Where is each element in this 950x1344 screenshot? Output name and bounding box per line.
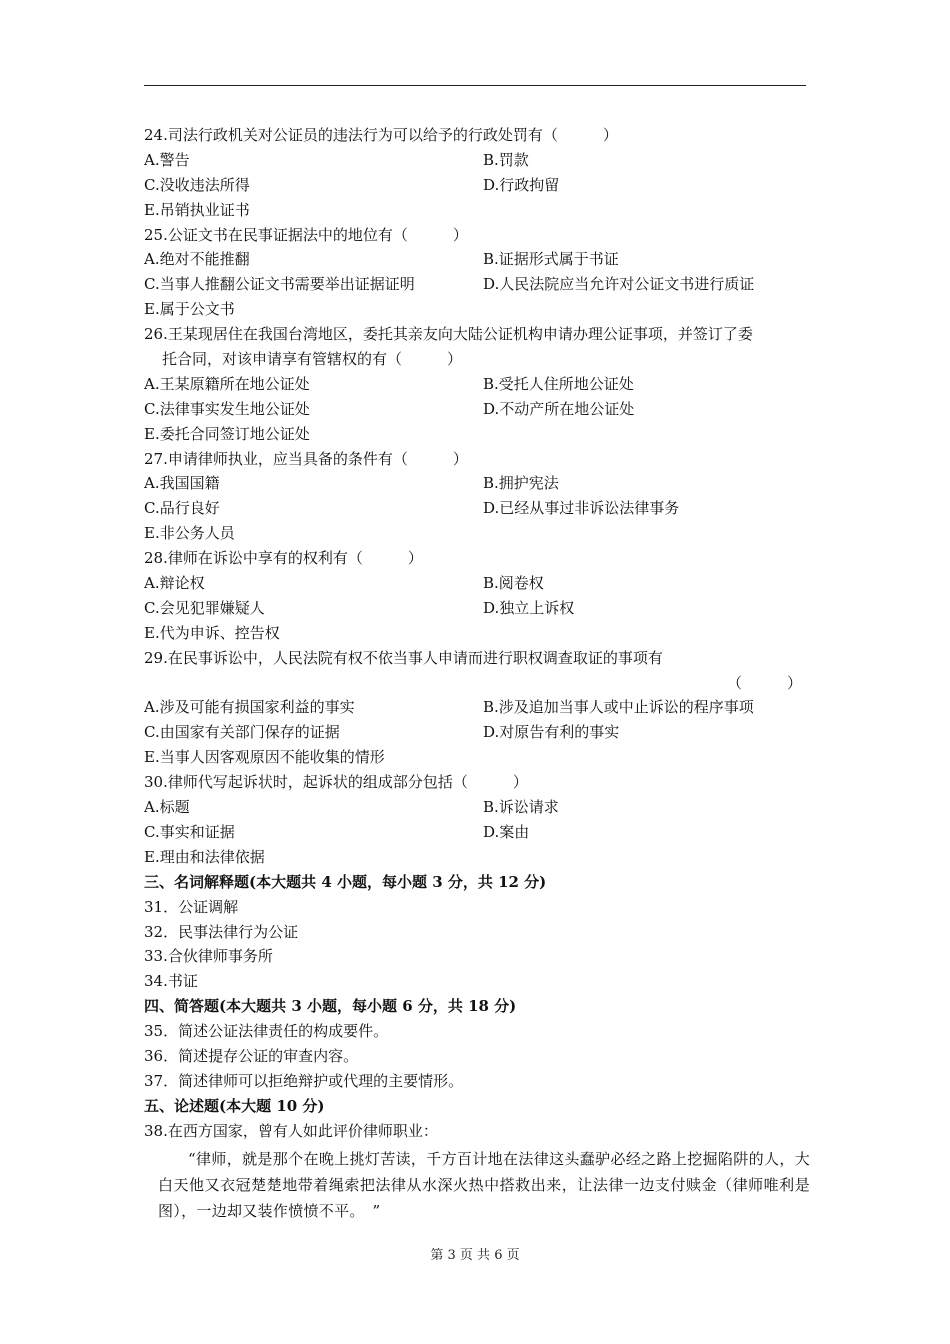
- question-38-quote: “律师，就是那个在晚上挑灯苦读，千方百计地在法律这头蠢驴必经之路上挖掘陷阱的人，大白天他又衣冠楚楚地带着绳索把法律从水深火热中搭救出来，让法律一边支付赎金（律师唯利是图），一边却又装作愤愤不平。 ”: [158, 1149, 810, 1220]
- option-c: C.事实和证据: [144, 822, 235, 841]
- option-b: B.受托人住所地公证处: [483, 374, 634, 393]
- option-b: B.罚款: [483, 150, 529, 169]
- option-d: D.行政拘留: [483, 175, 560, 194]
- question-26-options-ab: [144, 372, 810, 397]
- question-29-answer-paren: （ ）: [726, 673, 802, 692]
- question-34: 34.书证: [144, 972, 198, 991]
- question-30-options-ab: [144, 795, 810, 820]
- option-c: C.法律事实发生地公证处: [144, 399, 310, 418]
- option-a: A.警告: [144, 150, 190, 169]
- option-b: B.拥护宪法: [483, 474, 559, 493]
- question-26-stem: 26.王某现居住在我国台湾地区，委托其亲友向大陆公证机构申请办理公证事项，并签订了委: [144, 325, 753, 344]
- option-a: A.标题: [144, 798, 190, 817]
- option-b: B.证据形式属于书证: [483, 250, 619, 269]
- option-e: E.属于公文书: [144, 300, 235, 319]
- option-e: E.委托合同签订地公证处: [144, 424, 310, 443]
- option-e: E.吊销执业证书: [144, 200, 250, 219]
- question-28-stem: 28.律师在诉讼中享有的权利有（ ）: [144, 549, 423, 568]
- option-e: E.代为申诉、控告权: [144, 623, 280, 642]
- question-27-options-cd: [144, 496, 810, 521]
- option-c: C.由国家有关部门保存的证据: [144, 723, 340, 742]
- section-3-heading: 三、名词解释题(本大题共 4 小题，每小题 3 分，共 12 分): [144, 872, 547, 891]
- option-a: A.王某原籍所在地公证处: [144, 374, 310, 393]
- question-30-stem: 30.律师代写起诉状时，起诉状的组成部分包括（ ）: [144, 773, 528, 792]
- option-c: C.品行良好: [144, 499, 220, 518]
- option-c: C.会见犯罪嫌疑人: [144, 598, 265, 617]
- option-c: C.没收违法所得: [144, 175, 250, 194]
- option-d: D.不动产所在地公证处: [483, 399, 635, 418]
- question-32: 32．民事法律行为公证: [144, 922, 299, 941]
- question-29-options-cd: [144, 720, 810, 745]
- question-26-options-cd: [144, 397, 810, 422]
- question-36: 36．简述提存公证的审查内容。: [144, 1046, 359, 1065]
- section-4-heading: 四、简答题(本大题共 3 小题，每小题 6 分，共 18 分): [144, 997, 517, 1016]
- option-d: D.人民法院应当允许对公证文书进行质证: [483, 275, 755, 294]
- question-37: 37．简述律师可以拒绝辩护或代理的主要情形。: [144, 1071, 464, 1090]
- question-27-options-ab: [144, 471, 810, 496]
- option-e: E.非公务人员: [144, 524, 235, 543]
- page-footer: 第 3 页 共 6 页: [430, 1248, 520, 1263]
- section-5-heading: 五、论述题(本大题 10 分): [144, 1096, 325, 1115]
- option-c: C.当事人推翻公证文书需要举出证据证明: [144, 275, 415, 294]
- option-a: A.辩论权: [144, 574, 205, 593]
- question-38-stem: 38.在西方国家，曾有人如此评价律师职业：: [144, 1121, 438, 1140]
- question-30-options-cd: [144, 820, 810, 845]
- option-d: D.案由: [483, 822, 530, 841]
- option-d: D.独立上诉权: [483, 598, 575, 617]
- option-e: E.理由和法律依据: [144, 847, 265, 866]
- header-rule: [144, 85, 806, 86]
- option-a: A.涉及可能有损国家利益的事实: [144, 698, 355, 717]
- question-29-stem: 29.在民事诉讼中，人民法院有权不依当事人申请而进行职权调查取证的事项有: [144, 648, 663, 667]
- option-a: A.我国国籍: [144, 474, 220, 493]
- question-24-stem: 24.司法行政机关对公证员的违法行为可以给予的行政处罚有（ ）: [144, 126, 618, 144]
- question-25-stem: 25.公证文书在民事证据法中的地位有（ ）: [144, 225, 468, 244]
- question-24-options-cd: [144, 173, 810, 198]
- question-24-options-ab: [144, 148, 810, 173]
- question-35: 35．简述公证法律责任的构成要件。: [144, 1022, 389, 1041]
- question-25-options-cd: [144, 272, 810, 297]
- question-26-stem-continued: 托合同，对该申请享有管辖权的有（ ）: [162, 350, 463, 369]
- question-28-options-ab: [144, 571, 810, 596]
- option-d: D.已经从事过非诉讼法律事务: [483, 499, 680, 518]
- question-29-options-ab: [144, 695, 810, 720]
- question-33: 33.合伙律师事务所: [144, 947, 273, 966]
- option-a: A.绝对不能推翻: [144, 250, 250, 269]
- exam-content: [144, 123, 810, 1224]
- question-31: 31．公证调解: [144, 897, 239, 916]
- option-e: E.当事人因客观原因不能收集的情形: [144, 748, 385, 767]
- question-28-options-cd: [144, 596, 810, 621]
- option-d: D.对原告有利的事实: [483, 723, 620, 742]
- question-25-options-ab: [144, 247, 810, 272]
- question-27-stem: 27.申请律师执业，应当具备的条件有（ ）: [144, 449, 468, 468]
- option-b: B.涉及追加当事人或中止诉讼的程序事项: [483, 698, 754, 717]
- option-b: B.诉讼请求: [483, 798, 559, 817]
- option-b: B.阅卷权: [483, 574, 544, 593]
